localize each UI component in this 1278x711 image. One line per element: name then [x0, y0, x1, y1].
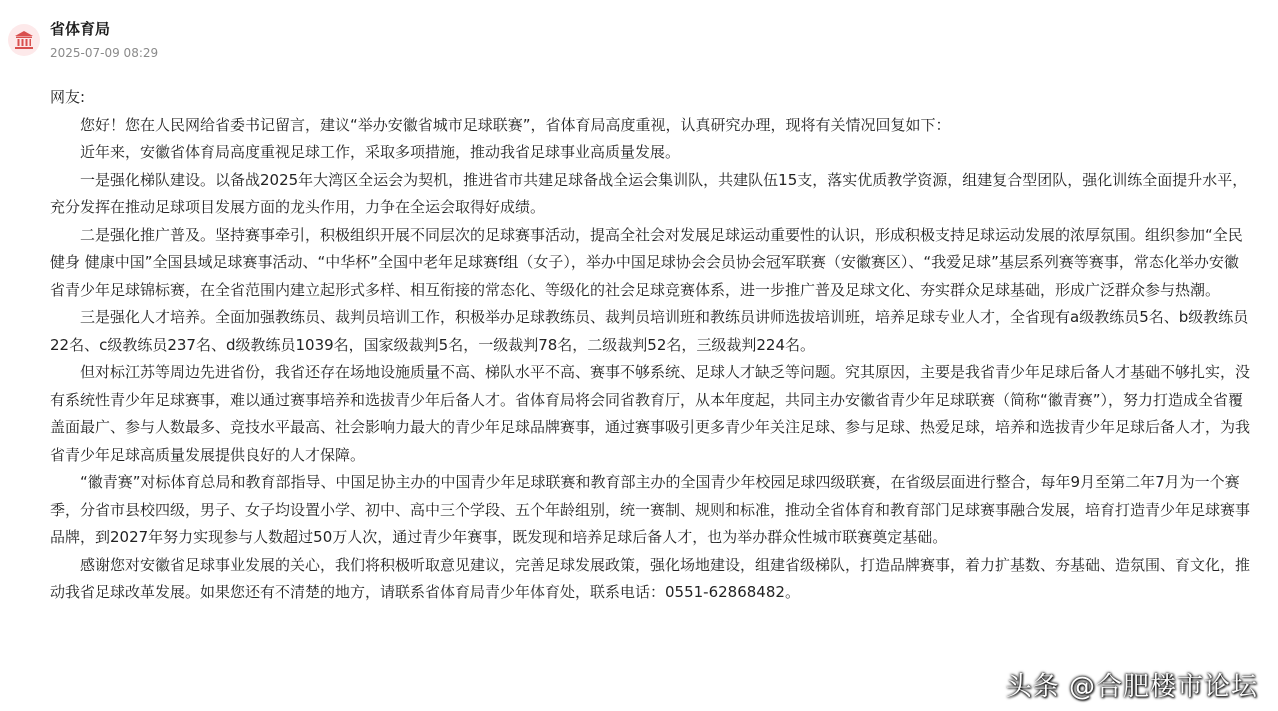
greeting: 网友: [50, 88, 86, 106]
paragraph-league: “徽青赛”对标体育总局和教育部指导、中国足协主办的中国青少年足球联赛和教育部主办的全国青少年校园足球四级联赛，在省级层面进行整合，每年9月至第二年7月为一个赛季，分省市县校四级，男子、女子均设置小学、初中、高中三个学段、五个年龄组别，统一赛制、规则和标准，推动全省体育和教育部门足球赛事融合发展，培育打造青少年足球赛事品牌，到2027年努力实现参与人数超过50万人次，通过青少年赛事，既发现和培养足球后备人才，也为举办群众性城市联赛奠定基础。 [50, 473, 1251, 546]
paragraph-team-building: 一是强化梯队建设。以备战2025年大湾区全运会为契机，推进省市共建足球备战全运会集训队，共建队伍15支，落实优质教学资源，组建复合型团队，强化训练全面提升水平，充分发挥在推动足球项目发展方面的龙头作用，力争在全运会取得好成绩。 [50, 170, 1248, 216]
post-timestamp: 2025-07-09 08:29 [50, 46, 159, 60]
post-header [8, 18, 158, 63]
author-name[interactable]: 省体育局 [50, 20, 111, 38]
government-building-icon [14, 30, 34, 50]
paragraph-promotion: 二是强化推广普及。坚持赛事牵引，积极组织开展不同层次的足球赛事活动，提高全社会对发展足球运动重要性的认识，形成积极支持足球运动发展的浓厚氛围。组织参加“全民健身 健康中国”全国县域足球赛事活动、“中华杯”全国中老年足球赛f组（女子），举办中国足球协会会员协会冠军联赛（安徽赛区）、“我爱足球”基层系列赛等赛事，常态化举办安徽省青少年足球锦标赛，在全省范围内建立起形式多样、相互衔接的常态化、等级化的社会足球竞赛体系，进一步推广普及足球文化、夯实群众足球基础，形成广泛群众参与热潮。 [50, 225, 1243, 299]
watermark: 头条 @合肥楼市论坛 [1005, 672, 1258, 702]
reply-body [50, 84, 1250, 607]
paragraph-talent: 三是强化人才培养。全面加强教练员、裁判员培训工作，积极举办足球教练员、裁判员培训班和教练员讲师选拔培训班，培养足球专业人才，全省现有a级教练员5名、b级教练员22名、c级教练员237名、d级教练员1039名，国家级裁判5名，一级裁判78名，二级裁判52名，三级裁判224名。 [50, 308, 1249, 354]
paragraph-closing: 感谢您对安徽省足球事业发展的关心，我们将积极听取意见建议，完善足球发展政策，强化场地建设，组建省级梯队，打造品牌赛事，着力扩基数、夯基础、造氛围、育文化，推动我省足球改革发展。如果您还有不清楚的地方，请联系省体育局青少年体育处，联系电话：0551-62868482。 [50, 555, 1251, 601]
paragraph-problems: 但对标江苏等周边先进省份，我省还存在场地设施质量不高、梯队水平不高、赛事不够系统、足球人才缺乏等问题。究其原因，主要是我省青少年足球后备人才基础不够扎实，没有系统性青少年足球赛事，难以通过赛事培养和选拔青少年后备人才。省体育局将会同省教育厅，从本年度起，共同主办安徽省青少年足球联赛（简称“徽青赛”），努力打造成全省覆盖面最广、参与人数最多、竞技水平最高、社会影响力最大的青少年足球品牌赛事，通过赛事吸引更多青少年关注足球、参与足球、热爱足球，培养和选拔青少年足球后备人才，为我省青少年足球高质量发展提供良好的人才保障。 [50, 363, 1251, 464]
paragraph-intro: 您好！您在人民网给省委书记留言，建议“举办安徽省城市足球联赛”，省体育局高度重视，认真研究办理，现将有关情况回复如下： [80, 115, 951, 134]
paragraph-overview: 近年来，安徽省体育局高度重视足球工作，采取多项措施，推动我省足球事业高质量发展。 [80, 143, 681, 161]
avatar[interactable] [8, 24, 40, 56]
